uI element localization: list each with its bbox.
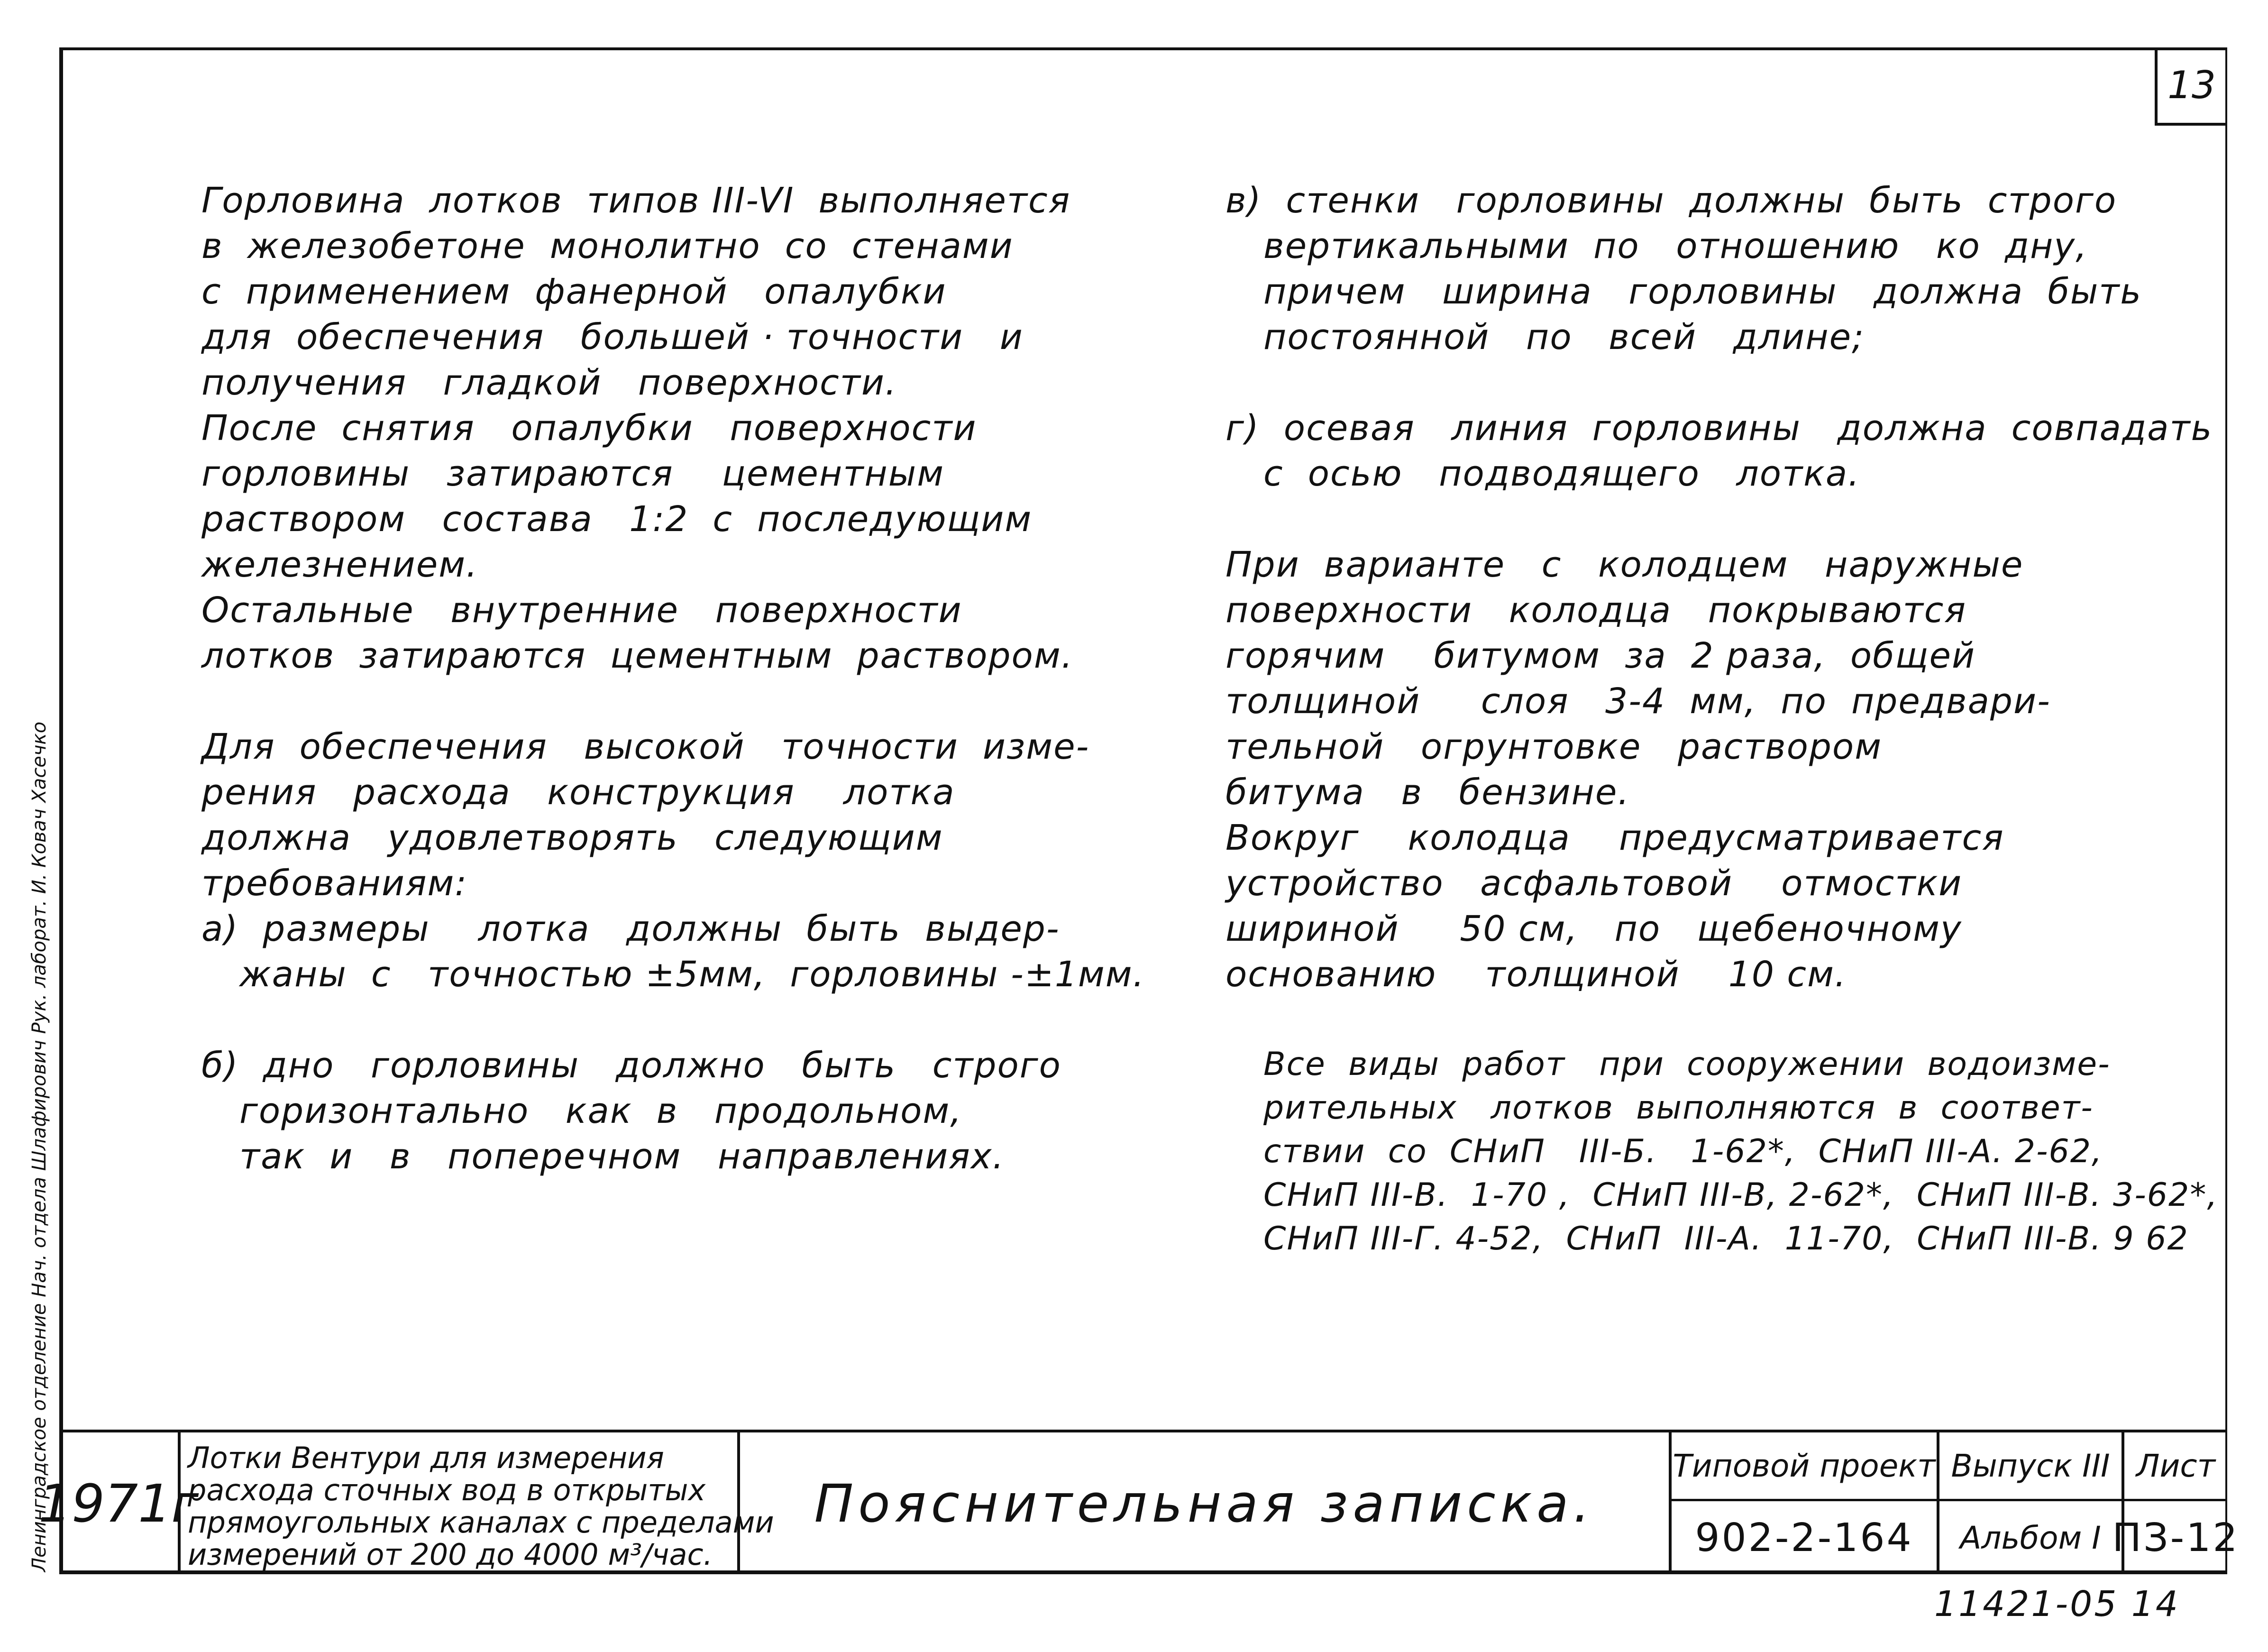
text-line: СНиП III-Г. 4-52, СНиП III-А. 11-70, СНиП III-В. 9 62 xyxy=(1263,1220,2189,1257)
text-line: жаны с точностью ±5мм, горловины -±1мм. xyxy=(239,954,1145,995)
text-line: шириной 50 см, по щебеночному xyxy=(1225,909,1962,949)
text-line: с осью подводящего лотка. xyxy=(1263,453,1860,494)
archive-code: 11421-05 14 xyxy=(1934,1584,2180,1624)
title-block-project xyxy=(1669,1430,1937,1574)
text-line: рения расхода конструкция лотка xyxy=(201,772,955,813)
text-line: с применением фанерной опалубки xyxy=(201,271,947,312)
text-line: а) размеры лотка должны быть выдер- xyxy=(201,909,1060,949)
text-line: должна удовлетворять следующим xyxy=(201,817,943,858)
description-line: измерений от 200 до 4000 м³/час. xyxy=(188,1537,713,1572)
standards-note xyxy=(1225,1043,2218,1261)
text-line: раствором состава 1:2 с последующим xyxy=(201,499,1033,540)
text-line: г) осевая линия горловины должна совпадать xyxy=(1225,408,2213,449)
text-line: Все виды работ при сооружении водоизме- xyxy=(1263,1046,2111,1083)
text-line: Вокруг колодца предусматривается xyxy=(1225,817,2004,858)
text-line: горизонтально как в продольном, xyxy=(239,1091,962,1131)
text-line: основанию толщиной 10 см. xyxy=(1225,954,1847,995)
text-line: Для обеспечения высокой точности изме- xyxy=(201,726,1090,767)
text-line: Горловина лотков типов III-VI выполняется xyxy=(201,180,1071,221)
title-block-description xyxy=(178,1430,774,1574)
text-line: рительных лотков выполняются в соответ- xyxy=(1263,1089,2094,1127)
text-line: СНиП III-В. 1-70 , СНиП III-В, 2-62*, СНиП III-В. 3-62*, xyxy=(1263,1176,2218,1214)
text-line: для обеспечения большей · точности и xyxy=(201,317,1024,358)
document-title: Пояснительная записка. xyxy=(737,1430,1669,1574)
text-line: устройство асфальтовой отмостки xyxy=(1225,863,1963,904)
text-line: в железобетоне монолитно со стенами xyxy=(201,226,1014,266)
sheet-number: 13 xyxy=(2155,47,2226,126)
project-label: Типовой проект xyxy=(1672,1432,1937,1501)
issue-label: Выпуск III xyxy=(1939,1432,2122,1501)
text-line: ствии со СНиП III-Б. 1-62*, СНиП III-А. 2-62, xyxy=(1263,1133,2103,1170)
text-line: железнением. xyxy=(201,544,478,585)
title-block-sheet xyxy=(2112,1430,2240,1574)
album-label: Альбом I xyxy=(1960,1519,2101,1556)
text-line: При варианте с колодцем наружные xyxy=(1225,544,2024,585)
text-line: битума в бензине. xyxy=(1225,772,1630,813)
text-line: Остальные внутренние поверхности xyxy=(201,590,962,631)
approval-strip-text: Ленинградское отделение Нач. отдела Шлафирович Рук. лаборат. И. Ковач Хасечко xyxy=(28,721,50,1572)
left-column xyxy=(201,178,1150,1179)
text-line: постоянной по всей длине; xyxy=(1263,317,1865,358)
text-line: вертикальными по отношению ко дну, xyxy=(1263,226,2088,266)
sheet-code: ПЗ-12 xyxy=(2112,1515,2240,1560)
text-line: тельной огрунтовке раствором xyxy=(1225,726,1883,767)
text-line: б) дно горловины должно быть строго xyxy=(201,1045,1061,1086)
text-line: причем ширина горловины должна быть xyxy=(1263,271,2142,312)
text-line: получения гладкой поверхности. xyxy=(201,362,897,403)
text-line: в) стенки горловины должны быть строго xyxy=(1225,180,2117,221)
text-line: поверхности колодца покрываются xyxy=(1225,590,1966,631)
text-line: толщиной слоя 3-4 мм, по предвари- xyxy=(1225,681,2051,722)
text-line: требованиям: xyxy=(201,863,468,904)
right-column xyxy=(1225,178,2218,1261)
project-number: 902-2-164 xyxy=(1695,1515,1913,1560)
description-line: прямоугольных каналах с пределами xyxy=(188,1505,774,1540)
text-line: так и в поперечном направлениях. xyxy=(239,1136,1005,1177)
text-line: горячим битумом за 2 раза, общей xyxy=(1225,635,1976,676)
sheet-label: Лист xyxy=(2124,1432,2227,1501)
approval-strip xyxy=(13,266,61,1579)
title-block-issue xyxy=(1937,1430,2122,1574)
text-line: лотков затираются цементным раствором. xyxy=(201,635,1074,676)
description-line: расхода сточных вод в открытых xyxy=(188,1473,706,1507)
title-block-year: 1971г xyxy=(59,1430,178,1574)
description-line: Лотки Вентури для измерения xyxy=(188,1441,664,1475)
text-line: После снятия опалубки поверхности xyxy=(201,408,977,449)
text-line: горловины затираются цементным xyxy=(201,453,945,494)
